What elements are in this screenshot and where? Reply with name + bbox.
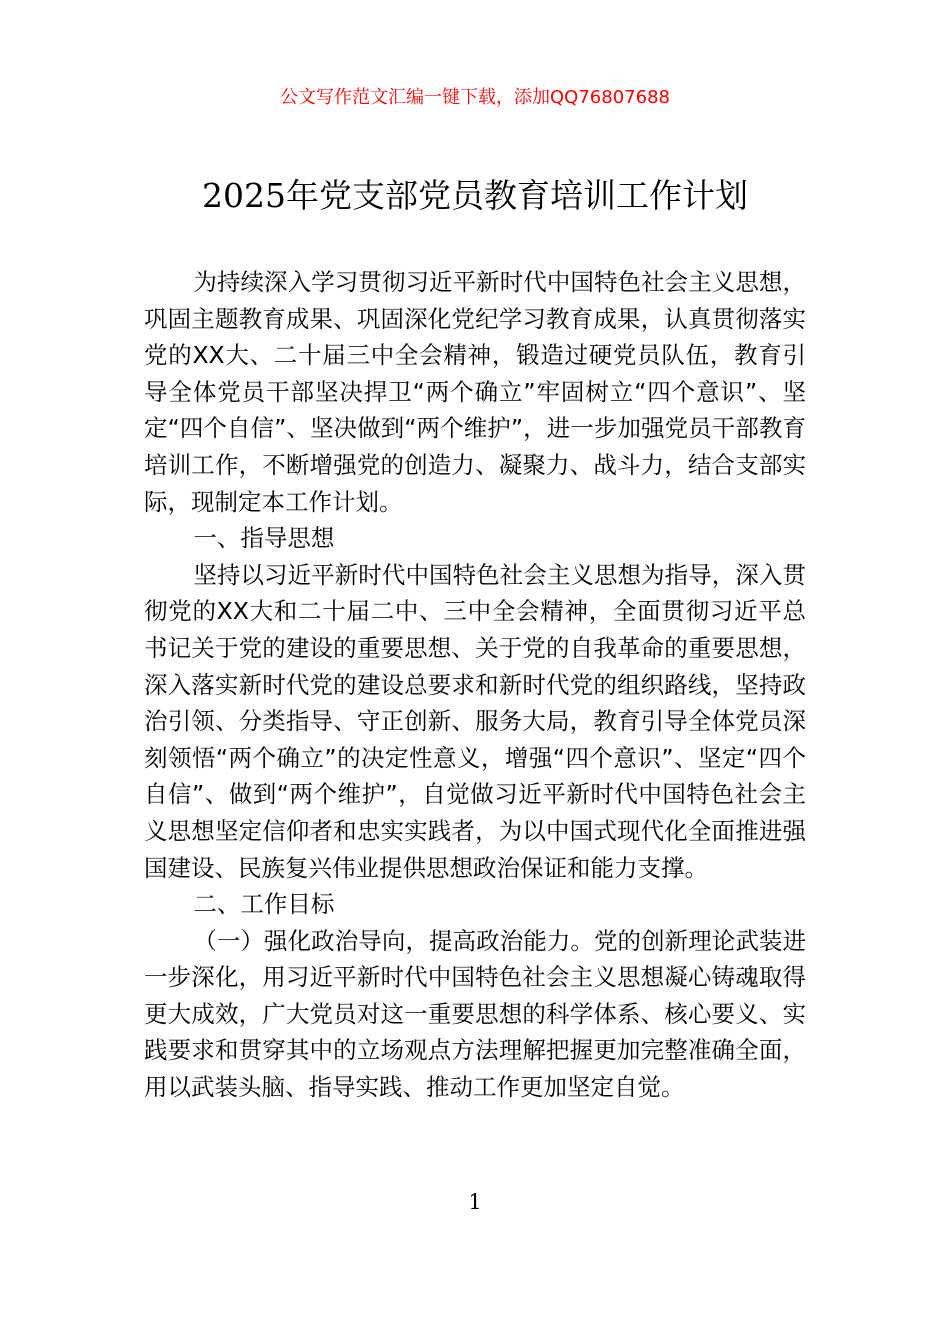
page-number: 1 — [468, 1190, 482, 1214]
intro-paragraph: 为持续深入学习贯彻习近平新时代中国特色社会主义思想，巩固主题教育成果、巩固深化党纪学习教育成果，认真贯彻落实党的XX大、二十届三中全会精神，锻造过硬党员队伍，教育引导全体党员干部坚决捍卫“两个确立”牢固树立“四个意识”、坚定“四个自信”、坚决做到“两个维护”，进一步加强党员干部教育培训工作，不断增强党的创造力、凝聚力、战斗力，结合支部实际，现制定本工作计划。 — [144, 268, 806, 516]
work-goal-1-paragraph: （一）强化政治导向，提高政治能力。党的创新理论武装进一步深化，用习近平新时代中国特色社会主义思想凝心铸魂取得更大成效，广大党员对这一重要思想的科学体系、核心要义、实践要求和贯穿其中的立场观点方法理解把握更加完整准确全面，用以武装头脑、指导实践、推动工作更加坚定自觉。 — [144, 926, 806, 1102]
document-title: 2025年党支部党员教育培训工作计划 — [202, 176, 748, 215]
download-promo-note: 公文写作范文汇编一键下载，添加QQ76807688 — [280, 87, 670, 108]
section-heading-guiding-ideology: 一、指导思想 — [193, 524, 335, 553]
document-body — [144, 264, 806, 1106]
guiding-ideology-paragraph: 坚持以习近平新时代中国特色社会主义思想为指导，深入贯彻党的XX大和二十届二中、三中全会精神，全面贯彻习近平总书记关于党的建设的重要思想、关于党的自我革命的重要思想，深入落实新时代党的建设总要求和新时代党的组织路线，坚持政治引领、分类指导、守正创新、服务大局，教育引导全体党员深刻领悟“两个确立”的决定性意义，增强“四个意识”、坚定“四个自信”、做到“两个维护”，自觉做习近平新时代中国特色社会主义思想坚定信仰者和忠实实践者，为以中国式现代化全面推进强国建设、民族复兴伟业提供思想政治保证和能力支撑。 — [144, 560, 806, 882]
section-heading-work-goals: 二、工作目标 — [193, 890, 335, 919]
